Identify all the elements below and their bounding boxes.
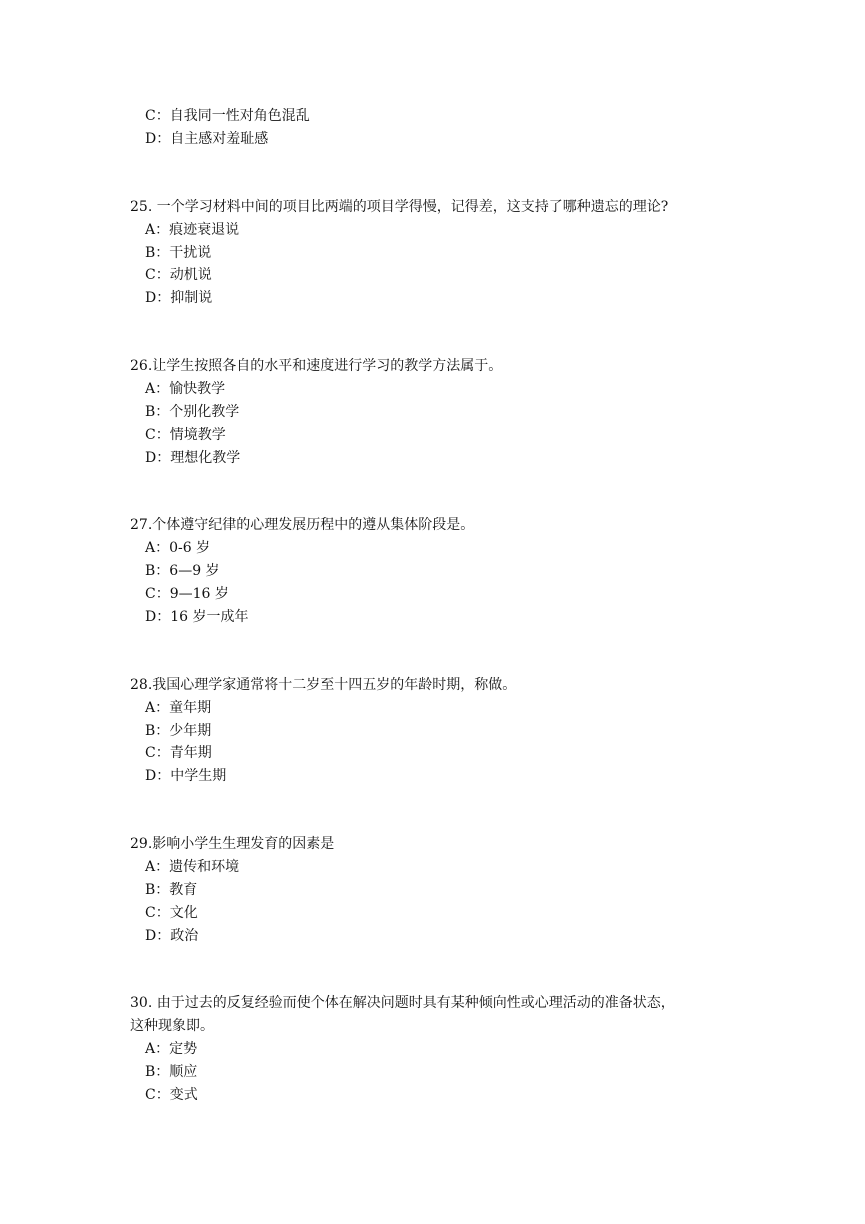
question-26-option-b: B：个别化教学 [145, 404, 240, 420]
question-26-option-d: D：理想化教学 [145, 450, 241, 466]
question-30-stem-line-2: 这种现象即。 [130, 1018, 214, 1034]
option-d: D：自主感对羞耻感 [145, 131, 269, 147]
question-28-option-c: C：青年期 [145, 745, 212, 761]
question-28-option-d: D：中学生期 [145, 768, 227, 784]
question-30-option-b: B：顺应 [145, 1064, 198, 1080]
question-30-option-a: A：定势 [145, 1041, 198, 1057]
question-25-option-d: D：抑制说 [145, 290, 213, 306]
question-26-stem: 26.让学生按照各自的水平和速度进行学习的教学方法属于。 [130, 358, 503, 374]
question-30-stem-line-1: 30. 由于过去的反复经验而使个体在解决问题时具有某种倾向性或心理活动的准备状态， [130, 995, 675, 1011]
question-25-stem: 25. 一个学习材料中间的项目比两端的项目学得慢，记得差，这支持了哪种遗忘的理论? [130, 199, 669, 215]
question-27-option-b: B：6—9 岁 [145, 563, 220, 579]
question-28-option-b: B：少年期 [145, 723, 212, 739]
question-29-option-c: C：文化 [145, 905, 198, 921]
question-27-stem: 27.个体遵守纪律的心理发展历程中的遵从集体阶段是。 [130, 517, 475, 533]
question-25-option-b: B：干扰说 [145, 245, 212, 261]
question-26-option-c: C：情境教学 [145, 427, 226, 443]
question-29-option-b: B：教育 [145, 882, 198, 898]
question-29-option-d: D：政治 [145, 928, 199, 944]
question-29-stem: 29.影响小学生生理发育的因素是 [130, 836, 335, 852]
question-28-stem: 28.我国心理学家通常将十二岁至十四五岁的年龄时期，称做。 [130, 677, 517, 693]
question-29-option-a: A：遗传和环境 [145, 859, 240, 875]
question-28-option-a: A：童年期 [145, 700, 212, 716]
option-c: C：自我同一性对角色混乱 [145, 108, 310, 124]
question-27-option-d: D：16 岁一成年 [145, 609, 249, 625]
question-26-option-a: A：愉快教学 [145, 381, 226, 397]
question-27-option-a: A：0-6 岁 [145, 540, 211, 556]
question-27-option-c: C：9—16 岁 [145, 586, 229, 602]
question-25-option-c: C：动机说 [145, 267, 212, 283]
question-25-option-a: A：痕迹衰退说 [145, 222, 240, 238]
question-30-option-c: C：变式 [145, 1087, 198, 1103]
